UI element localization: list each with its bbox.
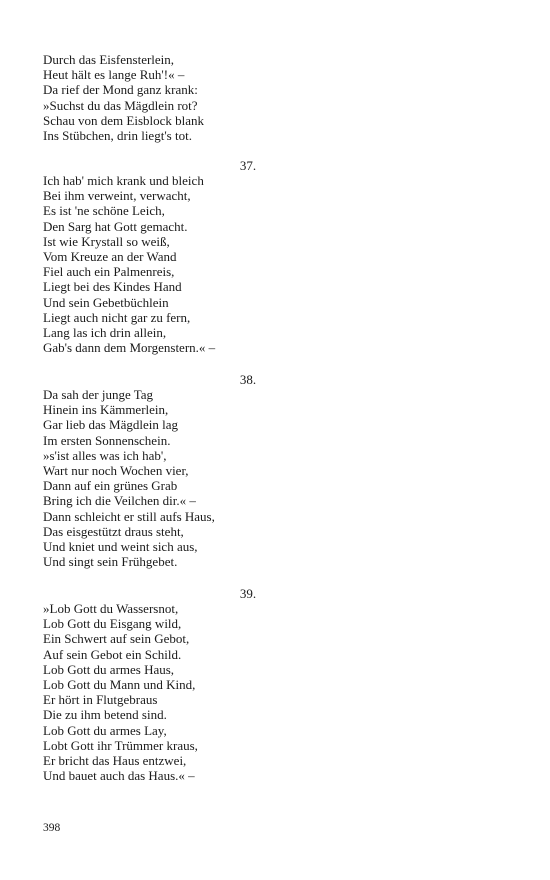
page-number: 398	[43, 822, 61, 834]
verse-line: Den Sarg hat Gott gemacht.	[43, 218, 188, 234]
stanza-38	[43, 387, 343, 569]
verse-line: Er bricht das Haus entzwei,	[43, 752, 187, 768]
verse-line: Ich hab' mich krank und bleich	[43, 173, 204, 188]
verse-line: Bring ich die Veilchen dir.« –	[43, 493, 196, 509]
verse-line: Lob Gott du Eisgang wild,	[43, 616, 182, 632]
verse-line: Die zu ihm betend sind.	[43, 707, 167, 723]
verse-line: Er hört in Flutgebraus	[43, 692, 158, 708]
verse-line: Dann schleicht er still aufs Haus,	[43, 508, 215, 524]
stanza-number-37: 37.	[239, 158, 257, 173]
verse-line: Da rief der Mond ganz krank:	[43, 82, 198, 98]
verse-line: Im ersten Sonnenschein.	[43, 432, 171, 448]
verse-line: Ist wie Krystall so weiß,	[43, 233, 170, 249]
stanza-number-39: 39.	[239, 586, 257, 601]
verse-line: Und bauet auch das Haus.« –	[43, 768, 195, 784]
verse-line: Ein Schwert auf sein Gebot,	[43, 631, 190, 647]
verse-line: Fiel auch ein Palmenreis,	[43, 264, 175, 280]
stanza-39	[43, 601, 343, 783]
stanza-37	[43, 173, 343, 355]
verse-line: Wart nur noch Wochen vier,	[43, 462, 189, 478]
verse-line: Durch das Eisfensterlein,	[43, 52, 175, 67]
verse-line: Liegt auch nicht gar zu fern,	[43, 309, 191, 325]
verse-line: Da sah der junge Tag	[43, 387, 154, 402]
verse-line: Liegt bei des Kindes Hand	[43, 279, 182, 295]
verse-line: »Suchst du das Mägdlein rot?	[43, 97, 198, 113]
verse-line: Bei ihm verweint, verwacht,	[43, 188, 191, 204]
verse-line: Gar lieb das Mägdlein lag	[43, 417, 179, 433]
stanza-number-38: 38.	[239, 372, 257, 387]
verse-line: Lob Gott du armes Lay,	[43, 722, 167, 738]
verse-line: Und sein Gebetbüchlein	[43, 294, 169, 310]
verse-line: Und singt sein Frühgebet.	[43, 554, 178, 570]
verse-line: Ins Stübchen, drin liegt's tot.	[43, 127, 192, 143]
verse-line: Und kniet und weint sich aus,	[43, 538, 198, 554]
verse-line: Heut hält es lange Ruh'!« –	[43, 67, 185, 83]
verse-line: Dann auf ein grünes Grab	[43, 478, 178, 494]
verse-line: Lang las ich drin allein,	[43, 324, 167, 340]
verse-line: Das eisgestützt draus steht,	[43, 523, 184, 539]
verse-line: »Lob Gott du Wassersnot,	[43, 601, 179, 616]
verse-line: Auf sein Gebot ein Schild.	[43, 646, 182, 662]
stanza-continued	[43, 52, 343, 143]
verse-line: Lob Gott du armes Haus,	[43, 661, 175, 677]
verse-line: Schau von dem Eisblock blank	[43, 112, 205, 128]
verse-line: Vom Kreuze an der Wand	[43, 248, 177, 264]
verse-line: Gab's dann dem Morgenstern.« –	[43, 340, 216, 356]
verse-line: Es ist 'ne schöne Leich,	[43, 203, 165, 219]
verse-line: Lob Gott du Mann und Kind,	[43, 676, 196, 692]
verse-line: Lobt Gott ihr Trümmer kraus,	[43, 737, 198, 753]
verse-line: Hinein ins Kämmerlein,	[43, 402, 169, 418]
verse-line: »s'ist alles was ich hab',	[43, 447, 167, 463]
